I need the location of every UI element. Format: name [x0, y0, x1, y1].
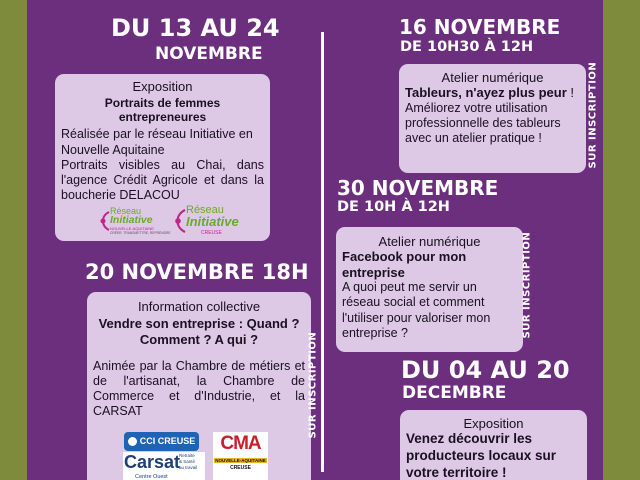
cci-mark-icon	[128, 437, 137, 446]
event2-title: Vendre son entreprise : Quand ? Comment ? A qui ?	[98, 316, 300, 348]
reseau-logo2-line2: Initiative	[186, 214, 239, 229]
cma-logo-icon	[213, 432, 268, 480]
event5-title: Venez découvrir les producteurs locaux sur votre territoire !	[406, 431, 557, 480]
reseau-logo1-tag: CRÉER, TRANSMETTRE, REPRENDRE	[110, 231, 171, 235]
reseau-initiative-creuse-logo-icon	[173, 204, 253, 238]
event3-desc: Améliorez votre utilisation professionnelle des tableurs avec un atelier pratique !	[405, 100, 561, 146]
carsat-logo-region: Centre Ouest	[135, 474, 168, 480]
event3-side-label: SUR INSCRIPTION	[587, 61, 599, 169]
event3-title-suffix: !	[566, 85, 575, 100]
event5-card	[400, 410, 587, 480]
agenda-panel	[27, 0, 603, 480]
event4-date-line2: DE 10H À 12H	[337, 199, 450, 215]
carsat-logo-icon	[123, 452, 205, 480]
cci-logo-text: CCI CREUSE	[139, 436, 196, 446]
event3-date-line1: 16 NOVEMBRE	[399, 15, 561, 39]
reseau-initiative-logo-icon	[99, 206, 171, 238]
event1-desc2: Portraits visibles au Chai, dans l'agence Crédit Agricole et dans la boucherie DELACOU	[61, 157, 264, 203]
event2-kind: Information collective	[137, 299, 261, 314]
event4-desc: A quoi peut me servir un réseau social et comment l'utiliser pour valoriser mon entreprise ?	[342, 280, 491, 340]
reseau-logo1-line1: Réseau	[110, 206, 142, 216]
event4-side-label: SUR INSCRIPTION	[521, 231, 533, 339]
cma-logo-text: CMA	[220, 433, 261, 454]
event1-date-line1: DU 13 AU 24	[111, 14, 280, 42]
carsat-logo-sub1: Retraite	[179, 453, 195, 458]
event5-date-line2: DECEMBRE	[402, 383, 507, 403]
event3-kind: Atelier numérique	[441, 70, 544, 85]
event4-card	[336, 227, 523, 352]
event3-date-line2: DE 10H30 À 12H	[400, 39, 534, 55]
carsat-logo-sub2: & Santé	[179, 459, 196, 464]
event4-kind: Atelier numérique	[378, 234, 481, 249]
event3-title: Tableurs, n'ayez plus peur	[405, 85, 567, 100]
cma-logo-sub: CREUSE	[230, 465, 251, 471]
event2-desc: Animée par la Chambre de métiers et de l'artisanat, la Chambre de Commerce et d'Industrie, et la CARSAT	[93, 358, 305, 419]
reseau-initiative-creuse-arc-icon	[173, 208, 187, 234]
reseau-logo1-line2: Initiative	[110, 214, 153, 226]
event1-title: Portraits de femmes entrepreneures	[104, 96, 221, 125]
reseau-logo2-line3: CREUSE	[201, 230, 222, 236]
reseau-logo2-line1: Réseau	[186, 204, 224, 216]
reseau-logo1-line3: NOUVELLE-AQUITAINE	[110, 226, 154, 231]
center-divider	[321, 32, 324, 472]
event4-title: Facebook pour mon entreprise	[342, 249, 467, 280]
event5-date-line1: DU 04 AU 20	[401, 356, 570, 384]
event2-date-line: 20 NOVEMBRE 18H	[85, 260, 309, 284]
carsat-logo-text: Carsat	[124, 452, 181, 472]
event2-card	[87, 292, 311, 480]
event2-side-label: SUR INSCRIPTION	[307, 331, 319, 439]
event1-desc1: Réalisée par le réseau Initiative en Nouvelle Aquitaine	[61, 127, 253, 157]
event4-date-line1: 30 NOVEMBRE	[337, 176, 499, 200]
carsat-logo-sub3: au travail	[179, 465, 198, 470]
cci-creuse-logo-icon	[124, 432, 199, 451]
event1-kind: Exposition	[132, 79, 193, 94]
cma-logo-region: NOUVELLE-AQUITAINE	[215, 458, 266, 463]
event1-card	[55, 74, 270, 241]
event1-date-line2: NOVEMBRE	[155, 44, 263, 64]
event5-kind: Exposition	[463, 416, 524, 431]
event3-card	[399, 64, 586, 173]
event3-title-wrap	[405, 85, 580, 101]
